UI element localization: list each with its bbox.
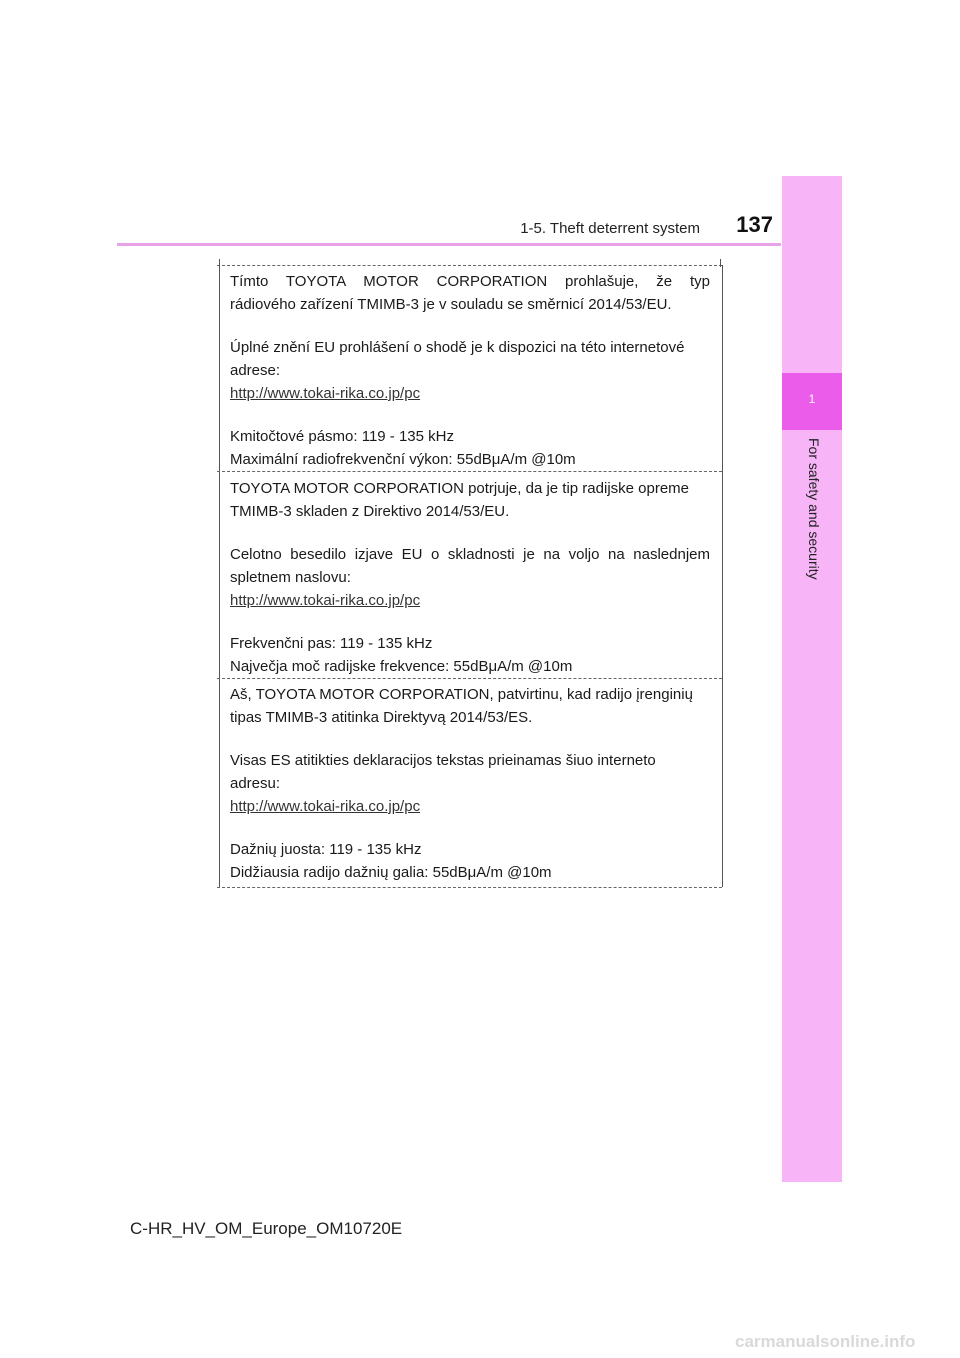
declaration-line: rádiového zařízení TMIMB-3 je v souladu se směrnicí 2014/53/EU.	[230, 296, 672, 313]
availability-line: Úplné znění EU prohlášení o shodě je k dispozici na této internetové	[230, 339, 685, 356]
corner-tick	[720, 259, 721, 267]
page-number: 137	[736, 212, 773, 237]
declaration-line: Tímto TOYOTA MOTOR CORPORATION prohlašuje, že typ	[230, 273, 710, 290]
header-rule	[117, 243, 781, 246]
declaration-czech	[230, 270, 710, 471]
availability-line: Celotno besedilo izjave EU o skladnosti je na voljo na naslednjem	[230, 546, 710, 563]
declaration-line: Aš, TOYOTA MOTOR CORPORATION, patvirtinu, kad radijo įrenginių	[230, 686, 693, 703]
declaration-slovenian	[230, 477, 710, 678]
availability-line: adresu:	[230, 775, 281, 792]
chapter-label: For safety and security	[806, 438, 822, 580]
chapter-number: 1	[808, 392, 816, 406]
side-tab	[782, 176, 842, 1182]
declaration-line: TOYOTA MOTOR CORPORATION potrjuje, da je tip radijske opreme	[230, 480, 690, 497]
declaration-lithuanian	[230, 683, 710, 884]
declaration-line: tipas TMIMB-3 atitinka Direktyvą 2014/53/ES.	[230, 709, 533, 726]
availability-line: adrese:	[230, 362, 281, 379]
corner-tick	[219, 259, 220, 267]
manual-code: C-HR_HV_OM_Europe_OM10720E	[130, 1219, 403, 1238]
max-power: Didžiausia radijo dažnių galia: 55dBμA/m @10m	[230, 864, 552, 881]
declaration-line: TMIMB-3 skladen z Direktivo 2014/53/EU.	[230, 503, 510, 520]
availability-line: Visas ES atitikties deklaracijos tekstas prieinamas šiuo interneto	[230, 752, 656, 769]
max-power: Največja moč radijske frekvence: 55dBμA/m @10m	[230, 658, 573, 675]
section-divider	[217, 471, 722, 472]
frequency-band: Kmitočtové pásmo: 119 - 135 kHz	[230, 428, 454, 445]
frequency-band: Dažnių juosta: 119 - 135 kHz	[230, 841, 422, 858]
declaration-url-link[interactable]: http://www.tokai-rika.co.jp/pc	[230, 798, 421, 815]
box-top-border	[217, 265, 722, 266]
declaration-url-link[interactable]: http://www.tokai-rika.co.jp/pc	[230, 385, 421, 402]
max-power: Maximální radiofrekvenční výkon: 55dBμA/m @10m	[230, 451, 576, 468]
declaration-url-link[interactable]: http://www.tokai-rika.co.jp/pc	[230, 592, 421, 609]
box-bottom-border	[217, 887, 722, 888]
watermark: carmanualsonline.info	[735, 1332, 916, 1351]
section-divider	[217, 678, 722, 679]
frequency-band: Frekvenčni pas: 119 - 135 kHz	[230, 635, 433, 652]
section-title: 1-5. Theft deterrent system	[520, 220, 700, 237]
availability-line: spletnem naslovu:	[230, 569, 351, 586]
